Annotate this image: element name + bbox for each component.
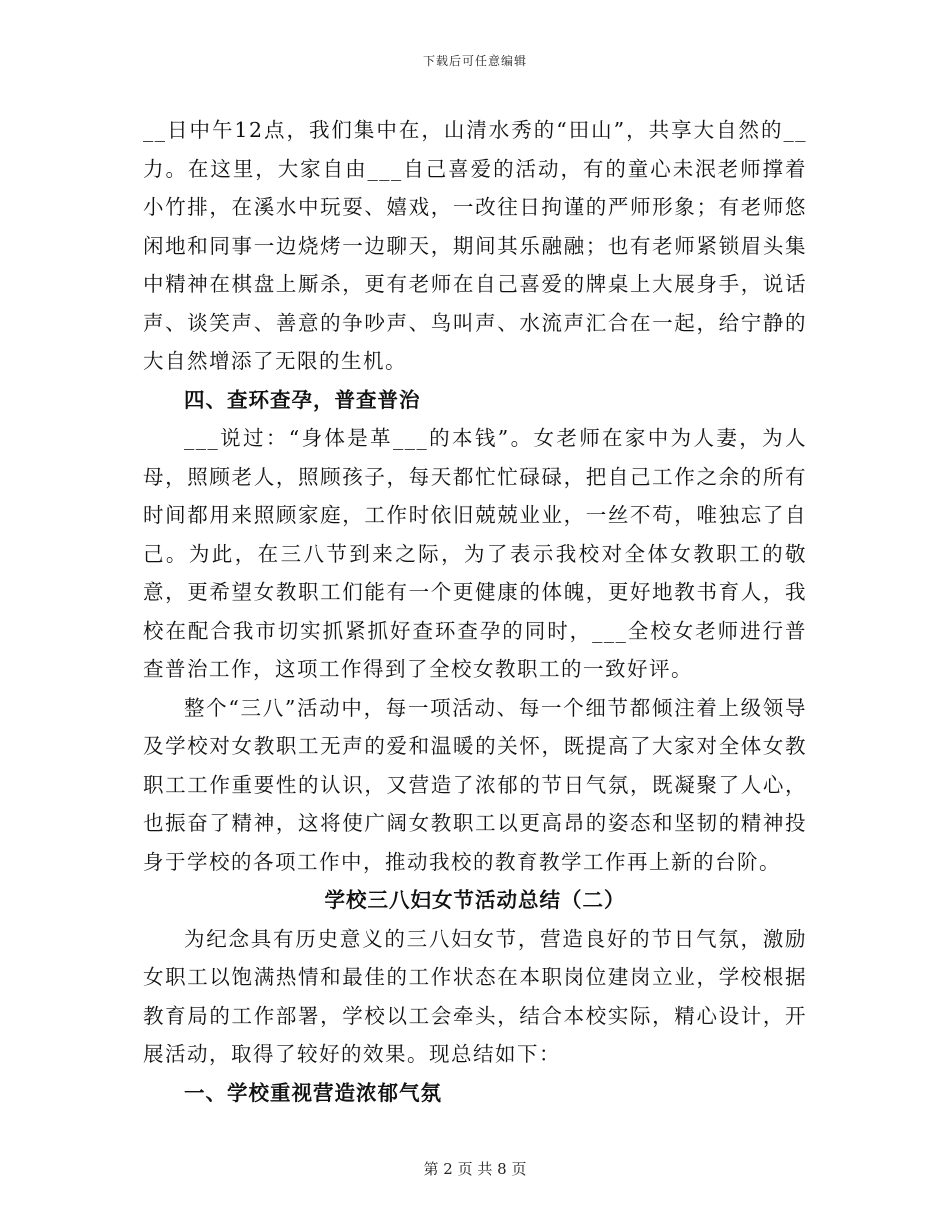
paragraph-summary: 整个“三八”活动中，每一项活动、每一个细节都倾注着上级领导及学校对女教职工无声的爱和温暖的关怀，既提高了大家对全体女教职工工作重要性的认识，又营造了浓郁的节日气氛，既凝聚了人心，也振奋了精神，这将使广阔女教职工以更高昂的姿态和坚韧的精神投身于学校的各项工作中，推动我校的教育教学工作再上新的台阶。 xyxy=(143,695,807,874)
paragraph-intro: 为纪念具有历史意义的三八妇女节，营造良好的节日气氛，激励女职工以饱满热情和最佳的工作状态在本职岗位建岗立业，学校根据教育局的工作部署，学校以工会牵头，结合本校实际，精心设计，开展活动，取得了较好的效果。现总结如下： xyxy=(143,926,807,1066)
page-header: 下载后可任意编辑 xyxy=(422,54,527,68)
paragraph-outing: __日中午12点，我们集中在，山清水秀的“田山”，共享大自然的__力。在这里，大家自由___自己喜爱的活动，有的童心未泯老师撑着小竹排，在溪水中玩耍、嬉戏，一改往日拘谨的严师形象；有老师悠闲地和同事一边烧烤一边聊天，期间其乐融融；也有老师紧锁眉头集中精神在棋盘上厮杀，更有老师在自己喜爱的牌桌上大展身手，说话声、谈笑声、善意的争吵声、鸟叫声、水流声汇合在一起，给宁静的大自然增添了无限的生机。 xyxy=(143,118,807,373)
page-number: 第 2 页 共 8 页 xyxy=(423,1160,527,1178)
document-title-part-two: 学校三八妇女节活动总结（二） xyxy=(324,888,626,912)
document-body xyxy=(143,111,807,1112)
paragraph-checkup: ___说过：“身体是革___的本钱”。女老师在家中为人妻，为人母，照顾老人，照顾孩子，每天都忙忙碌碌，把自己工作之余的所有时间都用来照顾家庭，工作时依旧兢兢业业，一丝不苟，唯独忘了自己。为此，在三八节到来之际，为了表示我校对全体女教职工的敬意，更希望女教职工们能有一个更健康的体魄，更好地教书育人，我校在配合我市切实抓紧抓好查环查孕的同时，___全校女老师进行普查普治工作，这项工作得到了全校女教职工的一致好评。 xyxy=(143,426,807,681)
section-heading-atmosphere: 一、学校重视营造浓郁气氛 xyxy=(184,1080,442,1105)
section-heading-checkup: 四、查环查孕，普查普治 xyxy=(184,387,421,412)
